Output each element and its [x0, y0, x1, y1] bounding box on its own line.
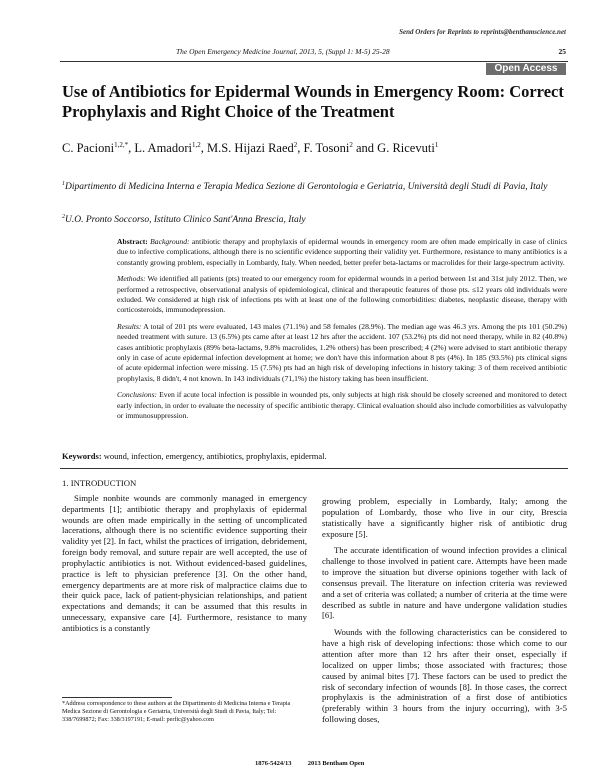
correspondence-footnote: *Address correspondence to these authors at the Dipartimento di Medicina Interna e Terapia Medica Sezione di Gerontologia e Geriatria, Università degli Studi di Pavia, Italy; Tel: 338/7699872; Fax: 338/3197191; E-mail: perfic@yahoo.com [62, 700, 291, 723]
affiliation-2: $^2$U.O. Pronto Soccorso, Istituto Clinico Sant'Anna Brescia, Italy [62, 214, 306, 226]
header-divider [60, 61, 568, 62]
journal-citation: The Open Emergency Medicine Journal, 2013, 5, (Suppl 1: M-5) 25-28 [176, 47, 390, 56]
section-heading: 1. INTRODUCTION [62, 478, 137, 488]
author: G. Ricevuti$^1$ [377, 141, 439, 156]
page-number: 25 [558, 47, 566, 56]
right-column [322, 496, 567, 731]
keywords: Keywords: wound, infection, emergency, antibiotics, prophylaxis, epidermal. [62, 451, 327, 461]
author: L. Amadori$^{1,2}$, [134, 141, 207, 156]
paragraph: growing problem, especially in Lombardy, Italy; among the population of Lombardy, those who live in our city, Brescia statistically have a significantly higher risk of antibiotic drug exposure [5]. [322, 496, 567, 539]
author: F. Tosoni$^2$ and [303, 141, 378, 156]
reprint-notice: Send Orders for Reprints to reprints@benthamscience.net [399, 28, 566, 36]
left-column [62, 478, 307, 640]
author: M.S. Hijazi Raed$^2$, [206, 141, 304, 156]
open-access-badge: Open Access [486, 63, 566, 75]
author-list [62, 141, 567, 156]
abstract [117, 237, 567, 428]
abstract-conclusions: Conclusions: Even if acute local infection is possible in wounded pts, only subjects at high risk should be closely screened and monitored to detect early infection, in order to evaluate the necessity of specific antibiotic therapy. Clinical evaluation should also include comorbilities as valvulopathy or immunosuppression. [117, 390, 567, 421]
page-footer: 1876-5424/13 2013 Bentham Open [255, 760, 365, 767]
paragraph: Wounds with the following characteristics can be considered to have a high risk of developing infections: those which come to our attention after more than 12 hrs after their onset, especially if localized on upper limbs; those associated with fractures; those caused by animal bites [7]. These factors can be used to predict the risk of secondary infection of wounds [8]. In those cases, the correct prophylaxis is the administration of a first dose of antibiotics (preferably within 3 hours from the injury occurring), with 3-5 following doses, [322, 627, 567, 725]
section-divider [60, 468, 568, 469]
author: C. Pacioni$^{1,2,*}$, [62, 141, 135, 156]
affiliation-1: $^1$Dipartimento di Medicina Interna e Terapia Medica Sezione di Gerontologia e Geriatria, Università degli Studi di Pavia, Italy [62, 181, 548, 193]
paragraph: The accurate identification of wound infection provides a clinical challenge to those involved in patient care. Attempts have been made to improve the situation but diverse opinions together with lack of consensus prevail. The literature on infection criteria was reviewed and a set of criteria was collated; a number of criteria at the time were described as subtle in nature and have undergone validation studies [6]. [322, 545, 567, 621]
footnote-divider [62, 697, 172, 698]
abstract-results: Results: A total of 201 pts were evaluated, 143 males (71.1%) and 58 females (28.9%). The median age was 46.3 yrs. Among the pts 101 (50.2%) needed treatment with suture. 13 (6.5%) pts came after at least 12 hrs after the accident. 107 (53.2%) pts did not need therapy, while in 82 (40.8%) cases antibiotic prophylaxis (89% beta-lactams, 9.8% macrolides, 1.2% others) has been prescribed; 4 (2%) were advised to start antibiotic therapy only in case of acute epidermal infection development at home; we don't have this information about 8 pts (4%). In 185 (93.5%) pts clinical signs of acute epidermal infection were missing. 15 (7.5%) pts had an high risk of developing infections in history taking: 3 of them received antibiotic prophylaxis, 8 didn't, 4 not known. In 143 individuals (71,1%) the history taking has been insufficient. [117, 321, 567, 383]
article-title: Use of Antibiotics for Epidermal Wounds in Emergency Room: Correct Prophylaxis and Right Choice of the Treatment [62, 82, 564, 121]
abstract-background: Abstract: Background: antibiotic therapy and prophylaxis of epidermal wounds in emergency room are often made empirically in case of clinics due to infective complications, although there is no scientific evidence supporting their validity yet. Furthermore, resistance to many antibiotics is a constantly growing problem, especially in Lombardy, Italy. When needed, better prefer beta-lactams or macrolides for their large-spectrum activity. [117, 237, 567, 267]
paragraph: Simple nonbite wounds are commonly managed in emergency departments [1]; antibiotic therapy and prophylaxis of epidermal wounds are often made empirically in the setting of uncomplicated lacerations, although there is no scientific evidence supporting their validity yet [2]. In fact, whilst the practices of irrigation, debridement, foreign body removal, and suture repair are well accepted, the use of prophylactic antibiotics is not. Without evidenced-based guidelines, practice is left to physician preference [3]. On the other hand, emergency departments are at more risk of malpractice claims due to their quick pace, lack of patient-physician relationships, and patient expectations and demands; it can be assumed that this results in unnecessary, expansive care [4]. Furthermore, resistance to many antibiotics is a constantly [62, 492, 307, 633]
abstract-methods: Methods: We identified all patients (pts) treated to our emergency room for epidermal wounds in a period between 1st and 31st july 2012. Then, we performed a retrospective, observational analysis of epidemiological, clinical and therapeutic features of those pts. ≤12 years old individuals were exluded. We considered at high risk of infections pts with at least one of the following comorbidities: diabetes, neoplastic disease, therapy with corticosteroids, immunodepression. [117, 274, 567, 315]
